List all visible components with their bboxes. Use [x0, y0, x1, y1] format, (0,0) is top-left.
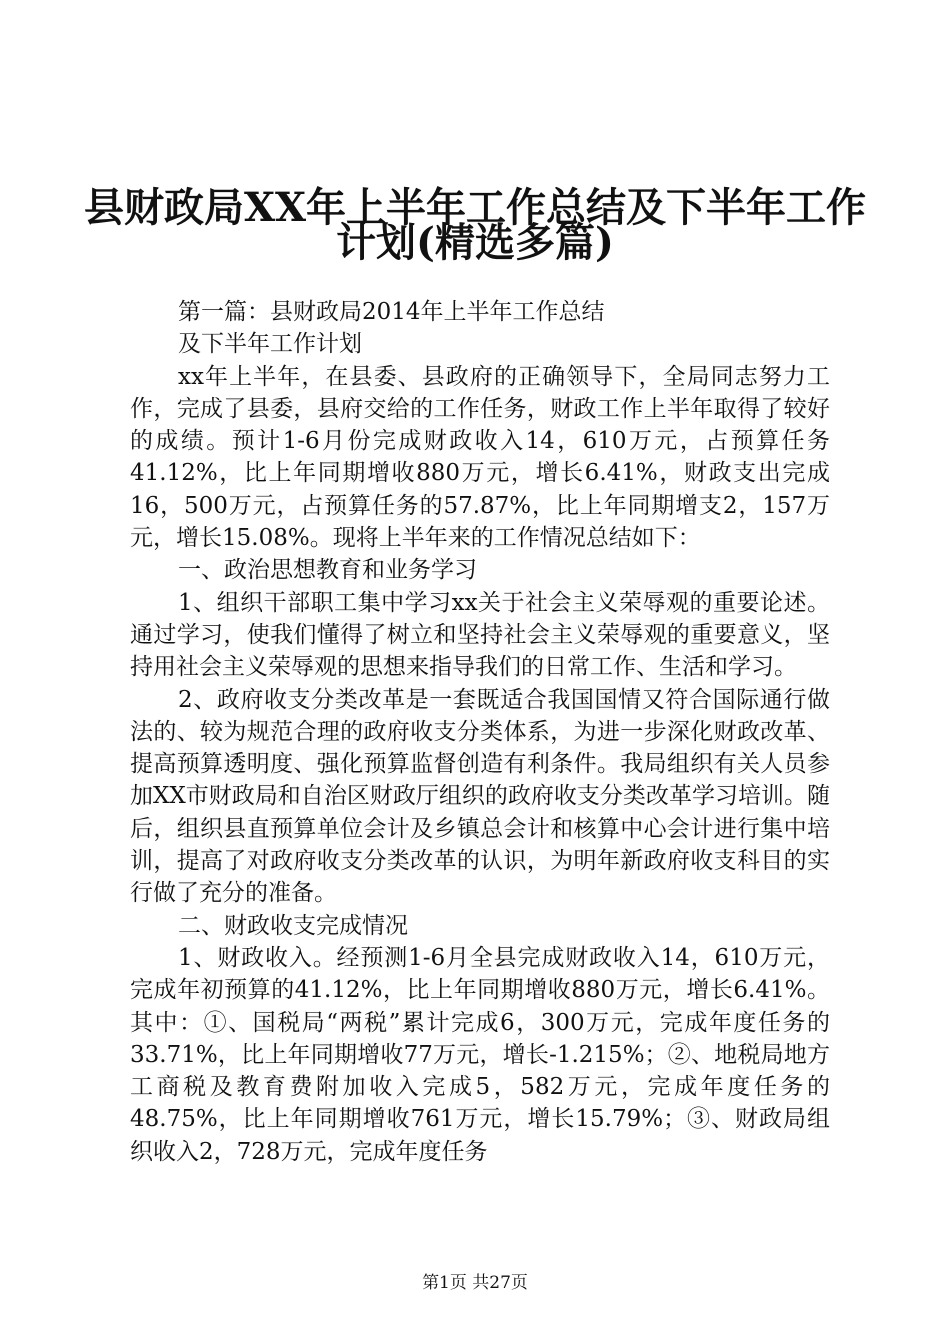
document-title-line1: 县财政局XX年上半年工作总结及下半年工作 — [83, 184, 867, 231]
body-paragraph: xx年上半年，在县委、县政府的正确领导下，全局同志努力工作，完成了县委，县府交给的工作任务，财政工作上半年取得了较好的成绩。预计1-6月份完成财政收入14，610万元，占预算任务41.12%，比上年同期增收880万元，增长6.41%，财政支出完成16，500万元，占预算任务的57.87%，比上年同期增支2，157万元，增长15.08%。现将上半年来的工作情况总结如下： — [130, 363, 830, 552]
document-title-line2: 计划(精选多篇) — [336, 219, 614, 266]
document-body — [130, 296, 830, 1168]
body-paragraph: 1、财政收入。经预测1-6月全县完成财政收入14，610万元，完成年初预算的41.12%，比上年同期增收880万元，增长6.41%。其中：①、国税局“两税”累计完成6，300万元，完成年度任务的33.71%，比上年同期增收77万元，增长-1.215%；②、地税局地方工商税及教育费附加收入完成5，582万元，完成年度任务的48.75%，比上年同期增收761万元，增长15.79%；③、财政局组织收入2，728万元，完成年度任务 — [130, 944, 830, 1165]
page-number-footer: 第1页 共27页 — [422, 1273, 528, 1293]
body-paragraph: 1、组织干部职工集中学习xx关于社会主义荣辱观的重要论述。通过学习，使我们懂得了树立和坚持社会主义荣辱观的重要意义，坚持用社会主义荣辱观的思想来指导我们的日常工作、生活和学习。 — [130, 589, 830, 681]
subsection-heading: 二、财政收支完成情况 — [178, 912, 408, 939]
section-heading-continued: 及下半年工作计划 — [178, 331, 362, 358]
section-heading: 第一篇：县财政局2014年上半年工作总结 — [178, 299, 605, 325]
subsection-heading: 一、政治思想教育和业务学习 — [178, 557, 477, 584]
body-paragraph: 2、政府收支分类改革是一套既适合我国国情又符合国际通行做法的、较为规范合理的政府收支分类体系，为进一步深化财政改革、提高预算透明度、强化预算监督创造有利条件。我局组织有关人员参加XX市财政局和自治区财政厅组织的政府收支分类改革学习培训。随后，组织县直预算单位会计及乡镇总会计和核算中心会计进行集中培训，提高了对政府收支分类改革的认识，为明年新政府收支科目的实行做了充分的准备。 — [130, 686, 830, 907]
